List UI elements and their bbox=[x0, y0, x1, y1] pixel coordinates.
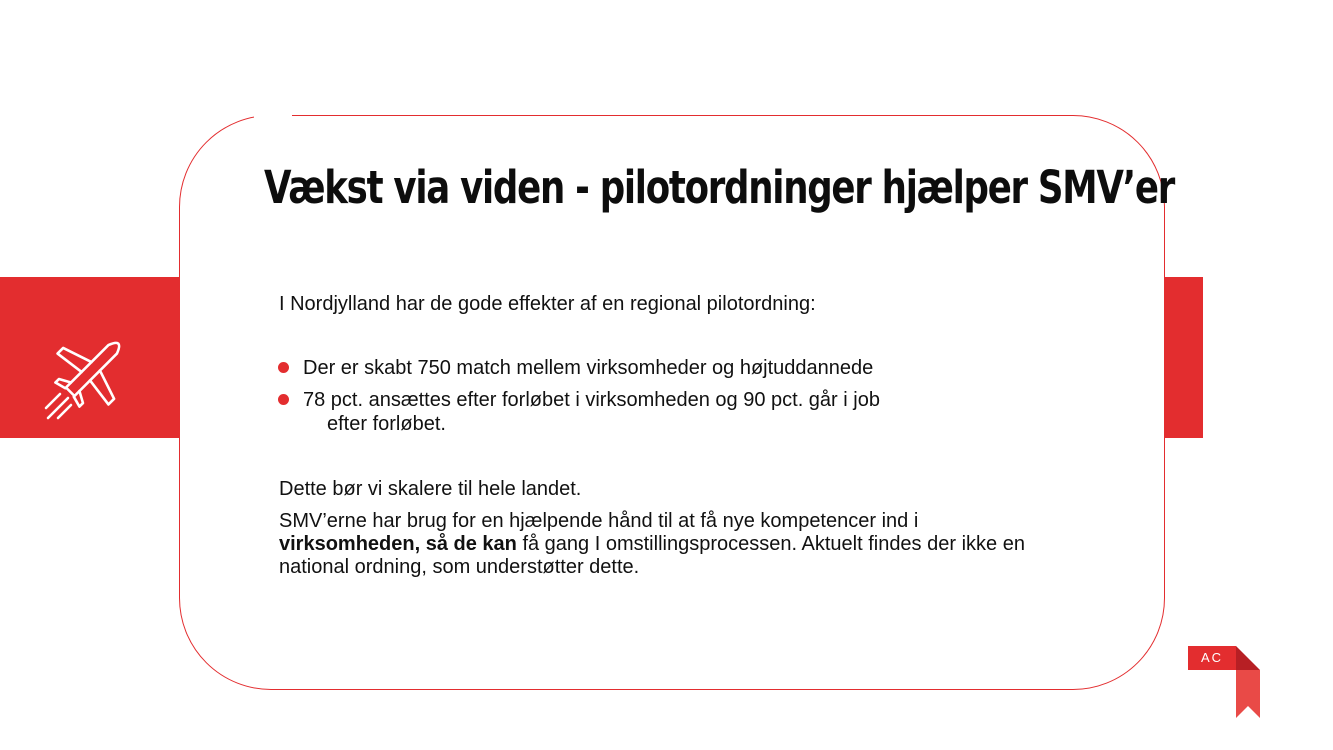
right-accent-band bbox=[1165, 277, 1203, 438]
paragraph-smv-bold: virksomheden, så de kan bbox=[279, 533, 517, 555]
paragraph-scale: Dette bør vi skalere til hele landet. bbox=[279, 478, 582, 500]
paragraph-smv-part2: få gang I omstillingsprocessen. Aktuelt findes der ikke en national ordning, som understøtter dette. bbox=[279, 533, 1025, 578]
bullet-list bbox=[278, 356, 918, 444]
paragraph-smv-part1: SMV’erne har brug for en hjælpende hånd til at få nye kompetencer ind i bbox=[279, 510, 919, 532]
logo-text: AC bbox=[1200, 650, 1224, 665]
bullet-dot-icon bbox=[278, 362, 289, 373]
bullet-dot-icon bbox=[278, 394, 289, 405]
bullet-text: Der er skabt 750 match mellem virksomheder og højtuddannede bbox=[303, 357, 874, 379]
paragraph-smv bbox=[279, 510, 1039, 579]
card-border-gap bbox=[254, 109, 292, 121]
bullet-text-continuation: efter forløbet. bbox=[327, 413, 446, 435]
bullet-text: 78 pct. ansættes efter forløbet i virksomheden og 90 pct. går i job bbox=[303, 389, 880, 411]
bullet-item bbox=[278, 356, 918, 380]
airplane-icon bbox=[40, 322, 140, 422]
intro-text: I Nordjylland har de gode effekter af en regional pilotordning: bbox=[279, 293, 816, 315]
bullet-item bbox=[278, 388, 918, 436]
slide-title: Vækst via viden - pilotordninger hjælper SMV’er bbox=[264, 161, 1174, 214]
